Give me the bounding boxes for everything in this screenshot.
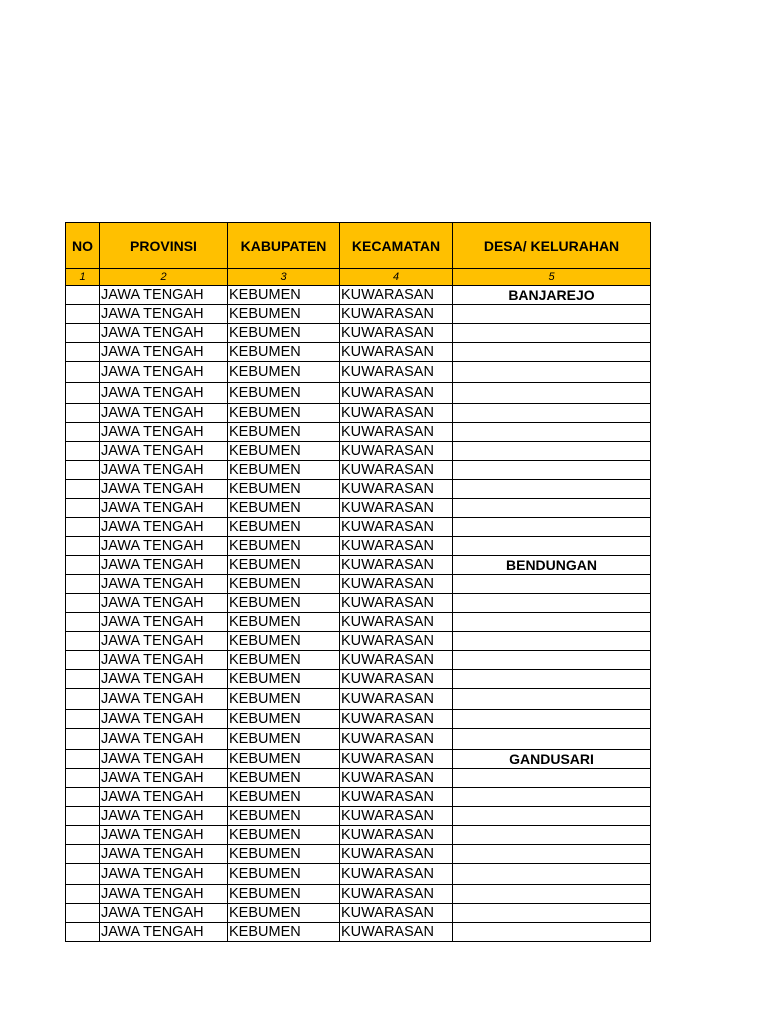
cell-no (66, 670, 100, 689)
cell-kabupaten: KEBUMEN (228, 632, 340, 651)
cell-desa-kelurahan (453, 729, 651, 750)
cell-kecamatan: KUWARASAN (340, 423, 453, 442)
cell-no (66, 651, 100, 670)
cell-kabupaten: KEBUMEN (228, 807, 340, 826)
cell-kabupaten: KEBUMEN (228, 788, 340, 807)
table-row (66, 556, 651, 575)
cell-kabupaten: KEBUMEN (228, 769, 340, 788)
cell-kecamatan: KUWARASAN (340, 383, 453, 404)
cell-no (66, 499, 100, 518)
cell-no (66, 750, 100, 769)
cell-kecamatan: KUWARASAN (340, 788, 453, 807)
cell-provinsi: JAWA TENGAH (100, 807, 228, 826)
cell-no (66, 442, 100, 461)
table-row (66, 923, 651, 942)
table-row (66, 343, 651, 362)
cell-provinsi: JAWA TENGAH (100, 750, 228, 769)
cell-kabupaten: KEBUMEN (228, 286, 340, 305)
cell-desa-kelurahan: BANJAREJO (453, 286, 651, 305)
cell-kabupaten: KEBUMEN (228, 575, 340, 594)
table-row (66, 613, 651, 632)
header-row (66, 223, 651, 269)
column-number: 5 (453, 269, 651, 286)
cell-kecamatan: KUWARASAN (340, 689, 453, 710)
cell-kecamatan: KUWARASAN (340, 845, 453, 864)
cell-provinsi: JAWA TENGAH (100, 845, 228, 864)
cell-desa-kelurahan (453, 826, 651, 845)
table-row (66, 518, 651, 537)
cell-no (66, 556, 100, 575)
cell-kecamatan: KUWARASAN (340, 710, 453, 729)
cell-no (66, 729, 100, 750)
cell-provinsi: JAWA TENGAH (100, 864, 228, 885)
cell-kabupaten: KEBUMEN (228, 594, 340, 613)
cell-provinsi: JAWA TENGAH (100, 423, 228, 442)
table-row (66, 845, 651, 864)
table-row (66, 864, 651, 885)
table-row (66, 689, 651, 710)
table-row (66, 286, 651, 305)
cell-desa-kelurahan (453, 885, 651, 904)
cell-kecamatan: KUWARASAN (340, 404, 453, 423)
cell-kecamatan: KUWARASAN (340, 537, 453, 556)
cell-kecamatan: KUWARASAN (340, 632, 453, 651)
cell-no (66, 404, 100, 423)
cell-no (66, 788, 100, 807)
cell-provinsi: JAWA TENGAH (100, 885, 228, 904)
cell-kabupaten: KEBUMEN (228, 556, 340, 575)
cell-kabupaten: KEBUMEN (228, 499, 340, 518)
cell-no (66, 845, 100, 864)
cell-kabupaten: KEBUMEN (228, 904, 340, 923)
table-row (66, 499, 651, 518)
cell-kecamatan: KUWARASAN (340, 286, 453, 305)
cell-kecamatan: KUWARASAN (340, 343, 453, 362)
cell-no (66, 537, 100, 556)
cell-desa-kelurahan: GANDUSARI (453, 750, 651, 769)
cell-no (66, 461, 100, 480)
column-number: 4 (340, 269, 453, 286)
table-row (66, 594, 651, 613)
cell-kabupaten: KEBUMEN (228, 670, 340, 689)
column-number-row (66, 269, 651, 286)
cell-no (66, 518, 100, 537)
cell-kecamatan: KUWARASAN (340, 769, 453, 788)
cell-kecamatan: KUWARASAN (340, 826, 453, 845)
cell-kabupaten: KEBUMEN (228, 923, 340, 942)
table-row (66, 324, 651, 343)
cell-provinsi: JAWA TENGAH (100, 305, 228, 324)
cell-kecamatan: KUWARASAN (340, 864, 453, 885)
cell-kabupaten: KEBUMEN (228, 442, 340, 461)
cell-kabupaten: KEBUMEN (228, 750, 340, 769)
cell-no (66, 305, 100, 324)
cell-kecamatan: KUWARASAN (340, 518, 453, 537)
cell-kabupaten: KEBUMEN (228, 305, 340, 324)
cell-kabupaten: KEBUMEN (228, 710, 340, 729)
cell-provinsi: JAWA TENGAH (100, 383, 228, 404)
cell-kecamatan: KUWARASAN (340, 923, 453, 942)
cell-no (66, 904, 100, 923)
table-row (66, 729, 651, 750)
cell-kabupaten: KEBUMEN (228, 343, 340, 362)
cell-kecamatan: KUWARASAN (340, 305, 453, 324)
cell-provinsi: JAWA TENGAH (100, 923, 228, 942)
cell-kecamatan: KUWARASAN (340, 575, 453, 594)
cell-desa-kelurahan (453, 710, 651, 729)
cell-desa-kelurahan (453, 651, 651, 670)
cell-provinsi: JAWA TENGAH (100, 670, 228, 689)
cell-kecamatan: KUWARASAN (340, 324, 453, 343)
cell-provinsi: JAWA TENGAH (100, 518, 228, 537)
cell-desa-kelurahan (453, 613, 651, 632)
table-row (66, 404, 651, 423)
cell-desa-kelurahan (453, 423, 651, 442)
cell-no (66, 885, 100, 904)
cell-provinsi: JAWA TENGAH (100, 613, 228, 632)
cell-kabupaten: KEBUMEN (228, 885, 340, 904)
cell-no (66, 807, 100, 826)
cell-desa-kelurahan (453, 518, 651, 537)
cell-no (66, 480, 100, 499)
cell-no (66, 594, 100, 613)
cell-desa-kelurahan (453, 923, 651, 942)
cell-kabupaten: KEBUMEN (228, 480, 340, 499)
cell-desa-kelurahan: BENDUNGAN (453, 556, 651, 575)
cell-kabupaten: KEBUMEN (228, 518, 340, 537)
cell-provinsi: JAWA TENGAH (100, 343, 228, 362)
cell-provinsi: JAWA TENGAH (100, 826, 228, 845)
cell-desa-kelurahan (453, 461, 651, 480)
cell-kabupaten: KEBUMEN (228, 864, 340, 885)
cell-provinsi: JAWA TENGAH (100, 769, 228, 788)
cell-desa-kelurahan (453, 632, 651, 651)
cell-no (66, 769, 100, 788)
cell-desa-kelurahan (453, 404, 651, 423)
cell-kecamatan: KUWARASAN (340, 556, 453, 575)
cell-desa-kelurahan (453, 575, 651, 594)
cell-desa-kelurahan (453, 845, 651, 864)
table-row (66, 769, 651, 788)
table-row (66, 807, 651, 826)
header-provinsi: PROVINSI (100, 223, 228, 269)
cell-provinsi: JAWA TENGAH (100, 556, 228, 575)
cell-kabupaten: KEBUMEN (228, 324, 340, 343)
table-row (66, 305, 651, 324)
table-body (66, 286, 651, 942)
cell-no (66, 689, 100, 710)
cell-kecamatan: KUWARASAN (340, 480, 453, 499)
table-row (66, 632, 651, 651)
cell-kabupaten: KEBUMEN (228, 404, 340, 423)
cell-no (66, 362, 100, 383)
cell-kabupaten: KEBUMEN (228, 845, 340, 864)
column-number: 3 (228, 269, 340, 286)
cell-desa-kelurahan (453, 480, 651, 499)
cell-provinsi: JAWA TENGAH (100, 575, 228, 594)
cell-desa-kelurahan (453, 864, 651, 885)
cell-desa-kelurahan (453, 594, 651, 613)
cell-provinsi: JAWA TENGAH (100, 689, 228, 710)
cell-desa-kelurahan (453, 904, 651, 923)
cell-provinsi: JAWA TENGAH (100, 499, 228, 518)
cell-desa-kelurahan (453, 383, 651, 404)
cell-kecamatan: KUWARASAN (340, 499, 453, 518)
cell-desa-kelurahan (453, 305, 651, 324)
cell-kabupaten: KEBUMEN (228, 651, 340, 670)
cell-kecamatan: KUWARASAN (340, 904, 453, 923)
cell-kabupaten: KEBUMEN (228, 423, 340, 442)
cell-kecamatan: KUWARASAN (340, 613, 453, 632)
column-number: 1 (66, 269, 100, 286)
cell-desa-kelurahan (453, 362, 651, 383)
cell-kecamatan: KUWARASAN (340, 461, 453, 480)
cell-no (66, 632, 100, 651)
cell-desa-kelurahan (453, 499, 651, 518)
cell-kecamatan: KUWARASAN (340, 670, 453, 689)
table-row (66, 750, 651, 769)
cell-kecamatan: KUWARASAN (340, 807, 453, 826)
cell-kabupaten: KEBUMEN (228, 729, 340, 750)
cell-kabupaten: KEBUMEN (228, 826, 340, 845)
cell-provinsi: JAWA TENGAH (100, 537, 228, 556)
cell-no (66, 286, 100, 305)
cell-no (66, 864, 100, 885)
cell-no (66, 613, 100, 632)
cell-kabupaten: KEBUMEN (228, 461, 340, 480)
table-row (66, 537, 651, 556)
table-row (66, 670, 651, 689)
header-desa-kelurahan: DESA/ KELURAHAN (453, 223, 651, 269)
table-row (66, 885, 651, 904)
cell-kabupaten: KEBUMEN (228, 362, 340, 383)
table-row (66, 442, 651, 461)
cell-provinsi: JAWA TENGAH (100, 594, 228, 613)
table-row (66, 575, 651, 594)
cell-provinsi: JAWA TENGAH (100, 480, 228, 499)
header-no: NO (66, 223, 100, 269)
cell-provinsi: JAWA TENGAH (100, 632, 228, 651)
cell-desa-kelurahan (453, 670, 651, 689)
header-kabupaten: KABUPATEN (228, 223, 340, 269)
cell-desa-kelurahan (453, 769, 651, 788)
cell-provinsi: JAWA TENGAH (100, 442, 228, 461)
cell-desa-kelurahan (453, 788, 651, 807)
table-row (66, 480, 651, 499)
cell-no (66, 923, 100, 942)
cell-provinsi: JAWA TENGAH (100, 651, 228, 670)
cell-desa-kelurahan (453, 343, 651, 362)
cell-provinsi: JAWA TENGAH (100, 461, 228, 480)
cell-desa-kelurahan (453, 537, 651, 556)
cell-provinsi: JAWA TENGAH (100, 729, 228, 750)
cell-no (66, 343, 100, 362)
cell-kecamatan: KUWARASAN (340, 729, 453, 750)
cell-provinsi: JAWA TENGAH (100, 404, 228, 423)
table-row (66, 461, 651, 480)
cell-kabupaten: KEBUMEN (228, 689, 340, 710)
cell-desa-kelurahan (453, 807, 651, 826)
table-row (66, 423, 651, 442)
cell-kecamatan: KUWARASAN (340, 442, 453, 461)
cell-kabupaten: KEBUMEN (228, 613, 340, 632)
cell-no (66, 383, 100, 404)
cell-provinsi: JAWA TENGAH (100, 362, 228, 383)
cell-kecamatan: KUWARASAN (340, 651, 453, 670)
cell-provinsi: JAWA TENGAH (100, 286, 228, 305)
cell-no (66, 826, 100, 845)
cell-desa-kelurahan (453, 442, 651, 461)
cell-kecamatan: KUWARASAN (340, 362, 453, 383)
data-table (65, 222, 651, 942)
cell-kecamatan: KUWARASAN (340, 750, 453, 769)
cell-kecamatan: KUWARASAN (340, 594, 453, 613)
cell-no (66, 710, 100, 729)
cell-provinsi: JAWA TENGAH (100, 788, 228, 807)
cell-kabupaten: KEBUMEN (228, 383, 340, 404)
cell-kabupaten: KEBUMEN (228, 537, 340, 556)
table-row (66, 710, 651, 729)
cell-kecamatan: KUWARASAN (340, 885, 453, 904)
cell-no (66, 324, 100, 343)
table-row (66, 826, 651, 845)
cell-no (66, 575, 100, 594)
column-number: 2 (100, 269, 228, 286)
header-kecamatan: KECAMATAN (340, 223, 453, 269)
cell-desa-kelurahan (453, 689, 651, 710)
cell-no (66, 423, 100, 442)
table-row (66, 788, 651, 807)
cell-provinsi: JAWA TENGAH (100, 324, 228, 343)
cell-provinsi: JAWA TENGAH (100, 710, 228, 729)
table-row (66, 383, 651, 404)
cell-provinsi: JAWA TENGAH (100, 904, 228, 923)
cell-desa-kelurahan (453, 324, 651, 343)
table-row (66, 904, 651, 923)
table-row (66, 362, 651, 383)
table-row (66, 651, 651, 670)
